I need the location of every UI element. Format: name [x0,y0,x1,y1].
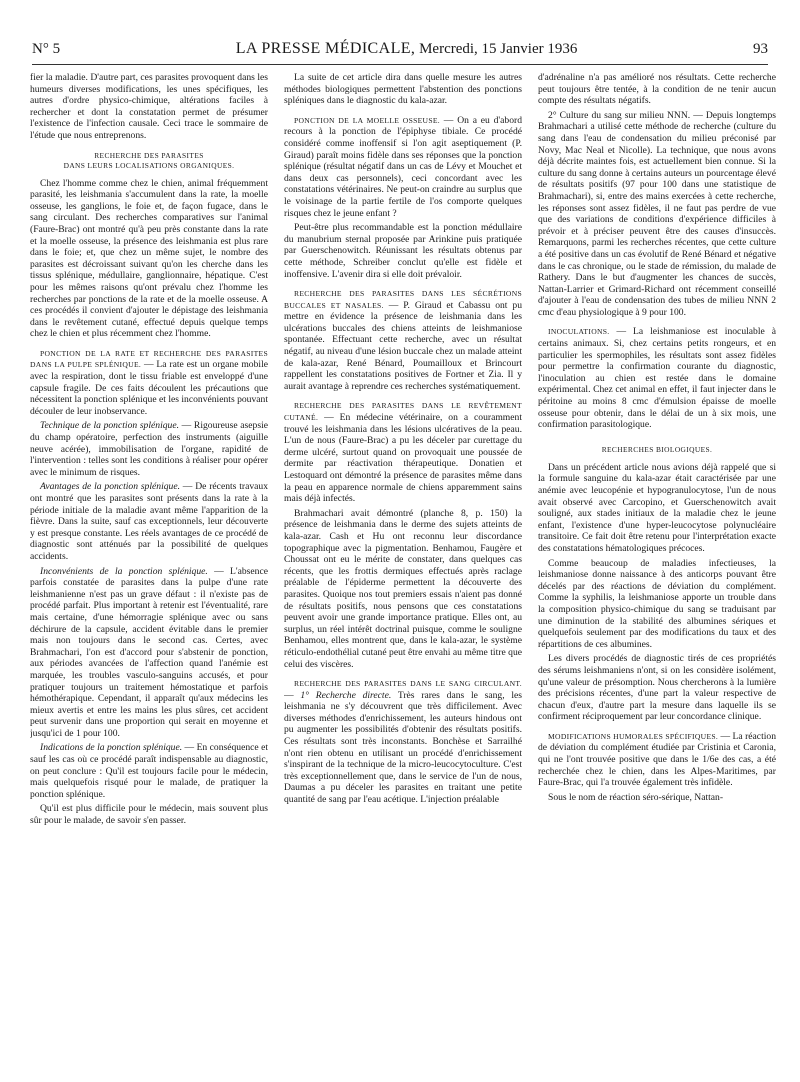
paragraph: INOCULATIONS. — La leishmaniose est inoculable à certains animaux. Si, chez certains petits rongeurs, et en particulier les spermophiles, les résultats sont assez fidèles pour permettre la confirmation courante du diagnostic, l'inoculation au chien est restée dans le domaine expérimental. Chez cet animal en effet, il faut injecter dans le péritoine au moins 8 cmc d'émulsion épaisse de moelle osseuse pour obtenir, dans le délai de un à six mois, une confirmation parasitologique. [538,326,776,431]
run-in-heading: PONCTION DE LA MOELLE OSSEUSE. [294,115,441,125]
paragraph: RECHERCHE DES PARASITES DANS LE REVÊTEMENT CUTANÉ. — En médecine vétérinaire, on a couramment trouvé les leishmania dans les lésions ulcératives de la peau. L'un de nous (Faure-Brac) a pu les déceler par curettage du derme ulcéré, surtout quand on provoquait une poussée de dermite par réactivation thérapeutique. Donatien et Lestoquard ont démontré la présence de parasites même dans la peau en apparence normale de chiens apparemment sains mais déjà infectés. [284,401,522,505]
sub-heading: 1° Recherche directe. [300,689,392,701]
run-in-heading: INOCULATIONS. [548,327,610,337]
run-in-heading: Avantages de la ponction splénique. [40,481,180,493]
column-left [30,72,268,1078]
issue-date: Mercredi, 15 Janvier 1936 [419,41,578,57]
paragraph: Brahmachari avait démontré (planche 8, p. 150) la présence de leishmania dans le derme des sujets atteints de kala-azar. Cash et Hu ont reconnu leur discordance topographique avec la pigmentation. Benhamou, Faugère et Choussat ont eu le mérite de constater, dans quelques cas récents, que les frottis dermiques effectués après raclage préalable de l'épiderme permettent la découverte des parasites. Quoique nos tout premiers essais n'aient pas donné de résultats positifs, nous pensons que ces constatations peuvent avoir une grande importance pratique. Elles ont, au surplus, un réel intérêt doctrinal puisque, comme le souligne Benhamou, elles montrent que, dans le kala-azar, le système réticulo-endothélial cutané peut être envahi au même titre que celui des viscères. [284,507,522,670]
issue-number: N° 5 [32,41,61,57]
paragraph: RECHERCHE DES PARASITES DANS LES SÉCRÉTIONS BUCCALES ET NASALES. — P. Giraud et Cabassu ont pu mettre en évidence la présence de leishmania dans les ulcérations buccales des chiens atteints de leishmaniose spontanée. Effectuant cette recherche, avec un résultat négatif, au niveau d'une lésion buccale chez un malade atteint de kala-azar, René Bénard, Poumailloux et Brincourt rappellent les constatations positives de Fortner et Zia. Il y aurait avantage à reprendre ces recherches systématiquement. [284,289,522,392]
section-heading: RECHERCHE DES PARASITES DANS LEURS LOCALISATIONS ORGANIQUES. [63,150,235,170]
run-in-heading: MODIFICATIONS HUMORALES SPÉCIFIQUES. [548,731,719,741]
paragraph: Chez l'homme comme chez le chien, animal fréquemment parasité, les leishmania s'accumulent dans la rate, la moelle osseuse, les ganglions, le foie et, de façon fugace, dans le sang circulant. Des recherches comparatives sur l'animal (Faure-Brac) ont montré qu'à peu près constante dans la rate et la moelle osseuse, la présence des leishmania est plus rare dans le foie; et, que chez un même sujet, le nombre des parasites est décroissant suivant qu'on les cherche dans les tissus splénique, médullaire, ganglionnaire, hépatique. C'est pour les mêmes raisons qu'ont prévalu chez l'homme les recherches par ponctions de la rate et de la moelle osseuse. A ces procédés il convient d'ajouter le dépistage des leishmania dans le revêtement cutané, effectué depuis quelque temps chez le chien et plus récemment chez l'homme. [30,177,268,340]
run-in-heading: Indications de la ponction splénique. [40,742,183,754]
header-title-group [236,40,578,58]
paragraph: Inconvénients de la ponction splénique. — L'absence parfois constatée de parasites dans la pulpe d'une rate leishmanienne n'est pas un grave défaut : il n'existe pas de procédé parfait. Plus important à retenir est l'éventualité, rare mais certaine, d'une hémorragie splénique avec ou sans déchirure de la capsule, accident évitable dans le premier mais non toujours dans le second cas. Certes, avec Brahmachari, l'on est d'accord pour s'abstenir de ponction, aux périodes avancées de l'affection quand l'anémie est marquée, les troubles vasculo-sanguins accusés, et pour pratiquer toujours un traitement hémostatique et parfois hémothérapique. Cependant, il apparaît qu'aux médecins les mieux avertis et entre les mains les plus sûres, cet accident peut survenir dans une proportion qui serait en moyenne et jusqu'ici de 1 pour 100. [30,565,268,739]
paragraph: 2° Culture du sang sur milieu NNN. — Depuis longtemps Brahmachari a utilisé cette méthode de recherche (culture du sang dans l'eau de condensation du milieu préconisé par Novy, Mac Neal et Nicolle). La technique, que nous avons déjà décrite maintes fois, est actuellement bien connue. Si la culture du sang donne à certains auteurs un pourcentage élevé de résultats positifs (97 pour 100 dans une statistique de Brahmachari), si, entre des mains exercées à cette recherche, les réponses sont assez fidèles, il ne faut pas perdre de vue que des variations de conditions d'expérience difficiles à prévoir et à préciser peuvent être des causes d'insuccès. Remarquons, parmi les recherches récentes, que cette culture a été positive dans un cas évolutif de René Bénard et négative dans le cas chronique, ou le stade de rémission, du malade de Rathery. Dans le but d'augmenter les chances de succès, Nattan-Larrier et Grimard-Richard ont récemment conseillé d'ajouter à l'eau de condensation des tubes de milieu NNN 2 cmc d'eau physiologique à 9 pour 100. [538,109,776,318]
paragraph: Peut-être plus recommandable est la ponction médullaire du manubrium sternal proposée par Arinkine puis pratiquée par Guerschenowitch. Réunissant les résultats obtenus par cette méthode, Schreiber conclut qu'elle est fidèle et inoffensive. L'avenir dira si elle doit prévaloir. [284,222,522,280]
column-right [538,72,776,1078]
run-in-heading: Technique de la ponction splénique. [40,420,179,432]
column-middle [284,72,522,1078]
section-heading: RECHERCHES BIOLOGIQUES. [601,444,713,454]
header-rule [32,64,768,65]
paragraph: Sous le nom de réaction séro-sérique, Nattan- [548,791,724,803]
paragraph: La suite de cet article dira dans quelle mesure les autres méthodes biologiques permettent l'abstention des ponctions spléniques dans le diagnostic du kala-azar. [284,72,522,107]
paragraph: Les divers procédés de diagnostic tirés de ces propriétés des sérums leishmaniens n'ont, si on les considère isolément, qu'une valeur de présomption. Nous chercherons à la lumière des précisions récentes, d'une part la valeur respective de chacun d'eux, d'autre part la mesure dans laquelle ils se confirment réciproquement par leur concordance clinique. [538,653,776,723]
paragraph: Dans un précédent article nous avions déjà rappelé que si la formule sanguine du kala-azar était caractérisée par une anémie avec leucopénie et hypogranulocytose, l'un de nous avait observé avec Carcopino, et Guerschenowitch avait souligné, aux stades initiaux de la maladie chez le jeune enfant, l'existence d'une hyper-leucocytose polynucléaire transitoire. Ce fait doit être retenu pour l'interprétation exacte des constatations hématologiques précoces. [538,461,776,554]
run-in-heading: PONCTION DE LA RATE ET RECHERCHE DES PARASITES DANS LA PULPE SPLÉNIQUE. [30,348,268,370]
paragraph: Indications de la ponction splénique. — En conséquence et sauf les cas où ce procédé paraît indispensable au diagnostic, on peut conclure : Qu'il est toujours facile pour le médecin, mais quelquefois risqué pour le malade, de pratiquer la ponction splénique. [30,742,268,800]
paragraph: Qu'il est plus difficile pour le médecin, mais souvent plus sûr pour le malade, de savoir s'en passer. [30,803,268,827]
paragraph: MODIFICATIONS HUMORALES SPÉCIFIQUES. — La réaction de déviation du complément étudiée par Cristinia et Caronia, qui ne l'ont trouvée positive que dans le 1/6e des cas, a été recherchée chez le chien, dans les Alpes-Maritimes, par Faure-Brac, qui l'a trouvée également très infidèle. [538,730,776,789]
paragraph: Technique de la ponction splénique. — Rigoureuse asepsie du champ opératoire, perfection des instruments (aiguille neuve acérée), immobilisation de l'organe, rapidité de l'intervention : telles sont les conditions à réaliser pour opérer avec le minimum de risques. [30,420,268,478]
page-number: 93 [752,41,768,57]
page-header [32,40,768,66]
journal-title: LA PRESSE MÉDICALE, [235,40,416,57]
paragraph: Avantages de la ponction splénique. — De récents travaux ont montré que les parasites sont présents dans la rate à la période initiale de la maladie avant même l'apparition de la fièvre. Dans la suite, sauf cas exceptionnels, leur découverte y est presque constante. Les réels avantages de ce procédé de diagnostic sont atténués par la possibilité de quelques accidents. [30,481,268,562]
paragraph: Comme beaucoup de maladies infectieuses, la leishmaniose donne naissance à des anticorps pouvant être décelés par des réactions de déviation du complément. Comme la syphilis, la leishmaniose apporte un trouble dans la composition physico-chimique du sang se traduisant par une diminution de la stabilité des albumines sériques et quelquefois seulement par des modifications du taux et des répartitions de ces albumines. [538,557,776,650]
paragraph: fier la maladie. D'autre part, ces parasites provoquent dans les humeurs diverses modifications, les unes spécifiques, les autres d'ordre physico-chimique, altérations faciles à rechercher et dont la constatation permet de présumer l'existence de l'infection causale. Ceci trace le sommaire de l'étude que nous entreprenons. [30,72,268,141]
paragraph: PONCTION DE LA MOELLE OSSEUSE. — On a eu d'abord recours à la ponction de l'épiphyse tibiale. Ce procédé considéré comme inoffensif si l'on agit aseptiquement (P. Giraud) paraît moins fidèle dans ses réponses que la ponction splénique (résultat négatif dans un cas de Lévy et Mouchet et dans deux cas personnels), ceci concordant avec les constatations vétérinaires. Ne peut-on craindre au surplus que le voisinage de la partie fertile de l'os comporte quelques risques chez le jeune enfant ? [284,114,522,219]
run-in-heading: RECHERCHE DES PARASITES DANS LE SANG CIRCULANT. [294,679,522,689]
run-in-heading: RECHERCHE DES PARASITES DANS LE REVÊTEMENT CUTANÉ. [284,401,522,423]
paragraph: d'adrénaline n'a pas amélioré nos résultats. Cette recherche peut toujours être tentée, à la condition de ne tenir aucun compte des résultats négatifs. [538,72,776,107]
paragraph: RECHERCHE DES PARASITES DANS LE SANG CIRCULANT. — 1° Recherche directe. Très rares dans le sang, les leishmania ne s'y découvrent que très difficilement. Avec diverses méthodes d'enrichissement, les auteurs hindous ont pu augmenter les possibilités d'obtenir des résultats positifs. Ces résultats sont très inconstants. Bonchèse et Sarrailhé n'ont rien obtenu en utilisant un procédé d'enrichissement s'inspirant de la technique de la micro-leucocytoculture. C'est très exceptionnellement que, dans le service de l'un de nous, Daumas a pu déceler les parasites en traitant une petite quantité de sang par l'eau acétique. L'injection préalable [284,679,522,806]
run-in-heading: RECHERCHE DES PARASITES DANS LES SÉCRÉTIONS BUCCALES ET NASALES. [284,289,522,310]
run-in-heading: Inconvénients de la ponction splénique. [40,565,208,577]
paragraph: PONCTION DE LA RATE ET RECHERCHE DES PARASITES DANS LA PULPE SPLÉNIQUE. — La rate est un organe mobile avec la respiration, dont le tissu friable est enveloppé d'une capsule fragile. De ces faits découlent les précautions que nécessitent la ponction splénique et les inconvénients pouvant découler de leur inobservance. [30,348,268,417]
